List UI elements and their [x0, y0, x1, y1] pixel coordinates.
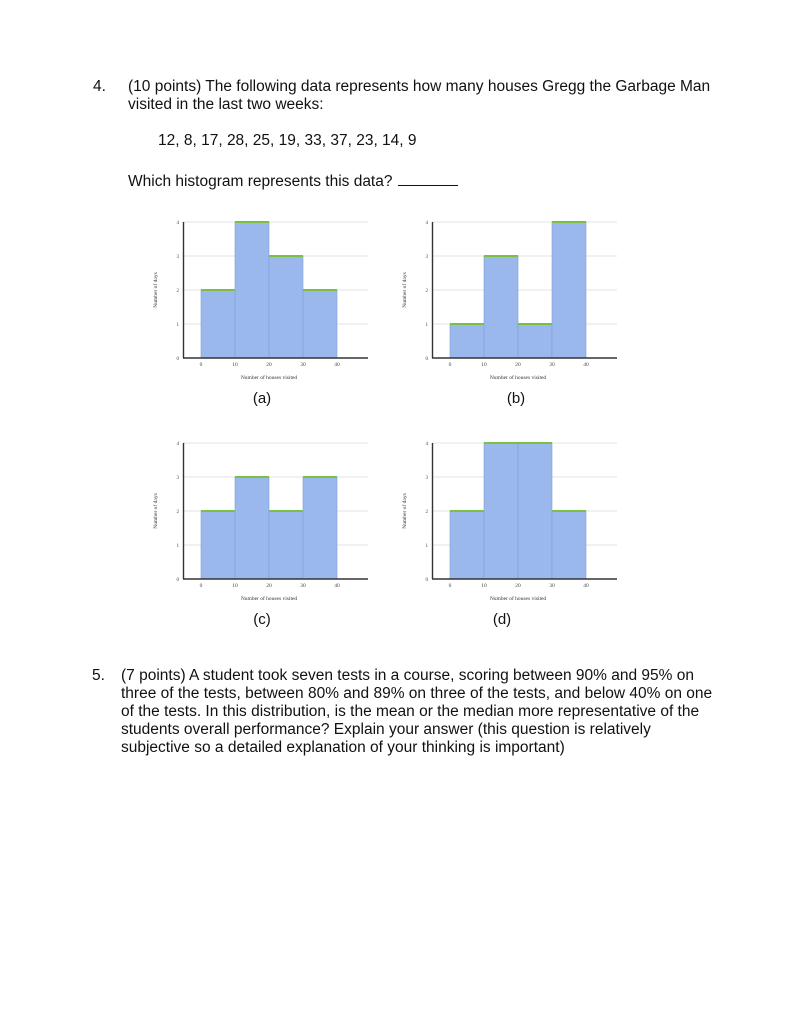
x-axis-label: Number of houses visited — [240, 375, 298, 381]
y-tick-label: 4 — [425, 442, 428, 447]
question-4-data: 12, 8, 17, 28, 25, 19, 33, 37, 23, 14, 9 — [158, 132, 417, 149]
histogram-bar — [269, 256, 303, 358]
histogram-bar — [552, 511, 586, 579]
y-tick-label: 0 — [425, 578, 428, 583]
histogram-c — [145, 434, 375, 604]
histogram-bar — [303, 290, 337, 358]
histogram-bar — [269, 511, 303, 579]
y-tick-label: 0 — [176, 578, 179, 583]
x-tick-label: 20 — [266, 583, 272, 589]
x-tick-label: 10 — [232, 362, 238, 368]
caption-d: (d) — [492, 611, 512, 628]
question-4-prompt — [128, 171, 458, 191]
y-tick-label: 3 — [176, 476, 179, 481]
x-axis-label: Number of houses visited — [489, 375, 547, 381]
question-5-number: 5. — [92, 667, 105, 684]
x-axis-label: Number of houses visited — [240, 596, 298, 602]
x-tick-label: 0 — [199, 583, 203, 589]
x-tick-label: 0 — [448, 362, 452, 368]
x-tick-label: 10 — [481, 362, 487, 368]
x-tick-label: 20 — [515, 362, 521, 368]
y-axis-label: Number of days — [153, 272, 159, 308]
caption-a: (a) — [252, 390, 272, 407]
caption-c: (c) — [253, 611, 271, 628]
histogram-b — [394, 213, 624, 383]
y-axis-label: Number of days — [402, 272, 408, 308]
answer-blank[interactable] — [398, 171, 458, 186]
y-axis-label: Number of days — [153, 493, 159, 529]
x-tick-label: 30 — [300, 362, 306, 368]
x-tick-label: 40 — [583, 583, 589, 589]
x-tick-label: 40 — [334, 362, 340, 368]
histogram-bar — [484, 256, 518, 358]
x-tick-label: 30 — [300, 583, 306, 589]
histogram-bar — [235, 222, 269, 358]
histogram-d — [394, 434, 624, 604]
y-tick-label: 3 — [176, 255, 179, 260]
y-tick-label: 1 — [176, 544, 179, 549]
histogram-a — [145, 213, 375, 383]
y-tick-label: 4 — [176, 221, 179, 226]
x-tick-label: 10 — [232, 583, 238, 589]
x-tick-label: 40 — [583, 362, 589, 368]
y-tick-label: 0 — [425, 357, 428, 362]
y-tick-label: 2 — [425, 289, 428, 294]
x-tick-label: 40 — [334, 583, 340, 589]
x-tick-label: 30 — [549, 362, 555, 368]
histogram-bar — [552, 222, 586, 358]
question-4-number: 4. — [93, 78, 106, 95]
x-tick-label: 20 — [515, 583, 521, 589]
y-tick-label: 3 — [425, 255, 428, 260]
y-axis-label: Number of days — [402, 493, 408, 529]
y-tick-label: 2 — [425, 510, 428, 515]
y-tick-label: 1 — [425, 544, 428, 549]
x-tick-label: 0 — [199, 362, 203, 368]
histogram-bar — [484, 443, 518, 579]
x-tick-label: 30 — [549, 583, 555, 589]
histogram-bar — [201, 511, 235, 579]
question-5-text: (7 points) A student took seven tests in a course, scoring between 90% and 95% on three of the tests, between 80% and 89% on three of the tests, and below 40% on one of the tests. In this distribution, is the mean or the median more representative of the students overall performance? Explain your answer (this question is relatively subjective so a detailed explanation of your thinking is important) — [121, 667, 713, 756]
y-tick-label: 1 — [425, 323, 428, 328]
histogram-bar — [518, 324, 552, 358]
x-tick-label: 20 — [266, 362, 272, 368]
y-tick-label: 2 — [176, 510, 179, 515]
y-tick-label: 3 — [425, 476, 428, 481]
y-tick-label: 4 — [176, 442, 179, 447]
histogram-bar — [235, 477, 269, 579]
question-4-prompt-text: Which histogram represents this data? — [128, 173, 393, 190]
x-tick-label: 10 — [481, 583, 487, 589]
histogram-bar — [201, 290, 235, 358]
x-tick-label: 0 — [448, 583, 452, 589]
y-tick-label: 2 — [176, 289, 179, 294]
histogram-bar — [303, 477, 337, 579]
x-axis-label: Number of houses visited — [489, 596, 547, 602]
histogram-bar — [450, 324, 484, 358]
caption-b: (b) — [506, 390, 526, 407]
histogram-bar — [518, 443, 552, 579]
question-4-text: (10 points) The following data represents how many houses Gregg the Garbage Man visited in the last two weeks: — [128, 78, 711, 113]
y-tick-label: 0 — [176, 357, 179, 362]
histogram-bar — [450, 511, 484, 579]
y-tick-label: 1 — [176, 323, 179, 328]
y-tick-label: 4 — [425, 221, 428, 226]
